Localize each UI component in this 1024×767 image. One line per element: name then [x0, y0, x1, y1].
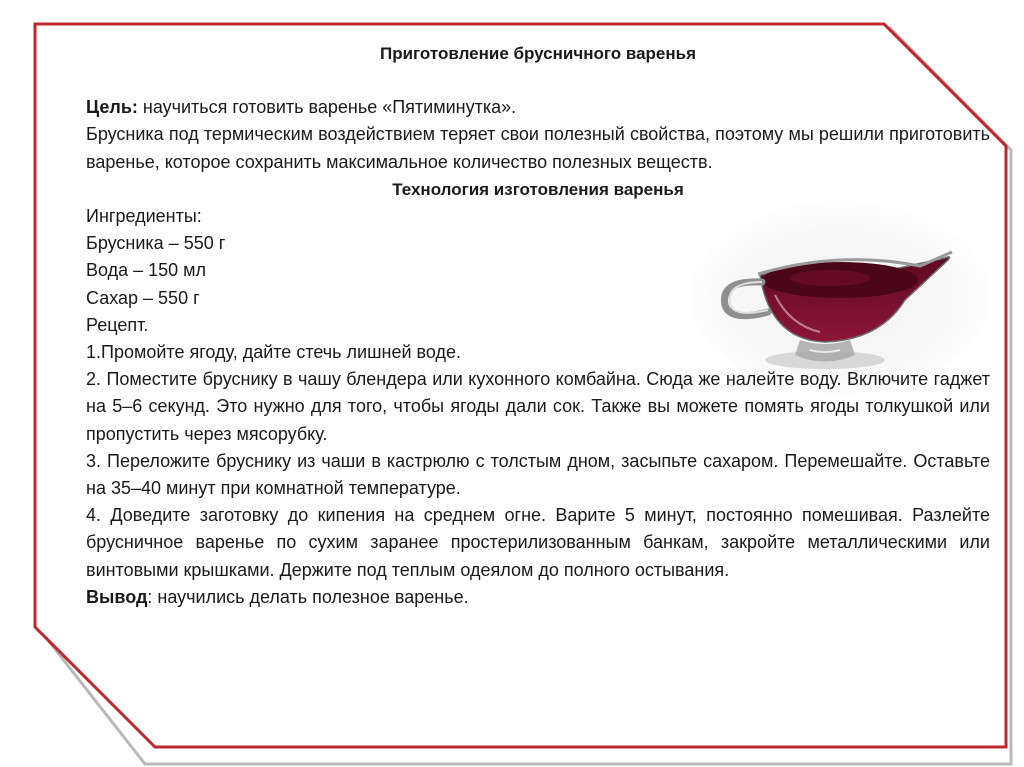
recipe-step: 1.Промойте ягоду, дайте стечь лишней воде. [86, 342, 462, 363]
conclusion-paragraph [86, 584, 990, 611]
technology-heading: Технология изготовления варенья [392, 179, 684, 199]
recipe-step: 3. Переложите бруснику из чаши в кастрюлю с толстым дном, засыпьте сахаром. Перемешайте. Оставьте на 35–40 минут при комнатной температуре. [86, 450, 990, 499]
document-body [86, 40, 990, 611]
recipe-step: 2. Поместите бруснику в чашу блендера или кухонного комбайна. Сюда же налейте воду. Включите гаджет на 5–6 секунд. Это нужно для того, чтобы ягоды дали сок. Также вы можете помять ягоды толкушкой или пропустить через мясорубку. [86, 369, 990, 444]
ingredients-heading: Ингредиенты: [86, 206, 202, 227]
conclusion-label: Вывод [86, 586, 148, 607]
intro-paragraph: Брусника под термическим воздействием теряет свои полезный свойства, поэтому мы решили приготовить варенье, которое сохранить максимальное количество полезных веществ. [86, 124, 990, 172]
recipe-heading: Рецепт. [86, 314, 149, 335]
ingredient-item: Вода – 150 мл [86, 260, 207, 281]
recipe-step: 4. Доведите заготовку до кипения на среднем огне. Варите 5 минут, постоянно помешивая. Разлейте брусничное варенье по сухим заранее простерилизованным банкам, закройте металлическими или винтовыми крышками. Держите под теплым одеялом до полного остывания. [86, 505, 990, 580]
goal-label: Цель: [86, 97, 138, 118]
goal-text: научиться готовить варенье «Пятиминутка». [137, 97, 517, 118]
document-title: Приготовление брусничного варенья [379, 44, 697, 63]
goal-paragraph [86, 94, 990, 121]
ingredient-item: Сахар – 550 г [86, 287, 200, 308]
conclusion-text: : научились делать полезное варенье. [147, 586, 469, 607]
ingredient-item: Брусника – 550 г [86, 233, 226, 254]
